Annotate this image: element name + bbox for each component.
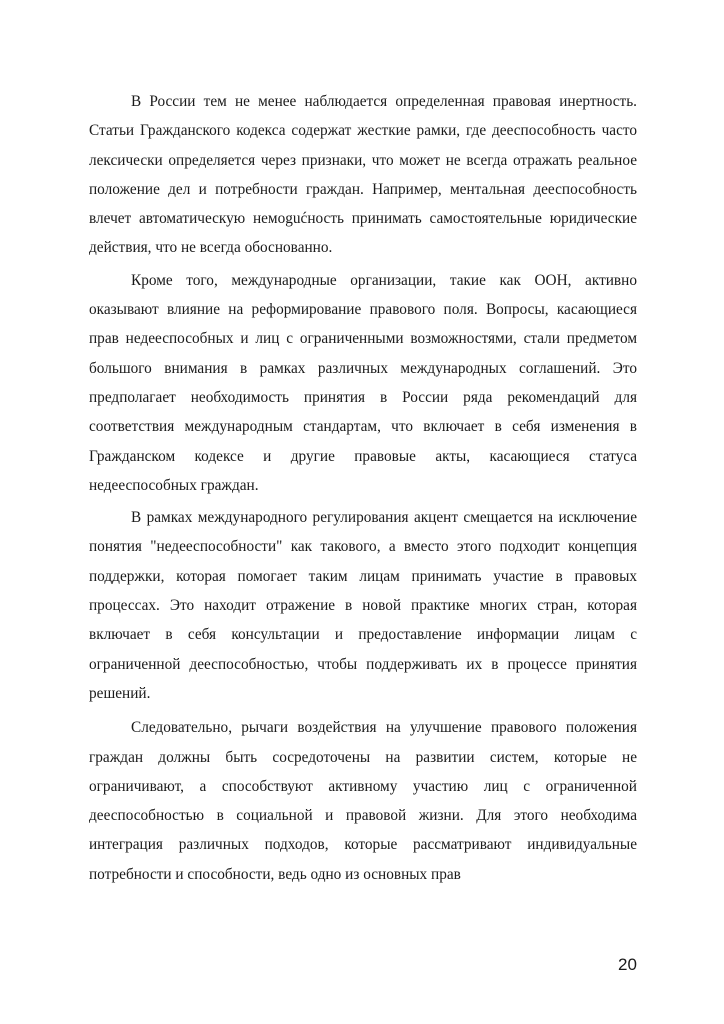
paragraph-3: В рамках международного регулирования акцент смещается на исключение понятия "недееспособности" как такового, а вместо этого подходит концепция поддержки, которая помогает таким лицам принимать участие в правовых процессах. Это находит отражение в новой практике многих стран, которая включает в себя консультации и предоставление информации лицам с ограниченной дееспособностью, чтобы поддерживать их в процессе принятия решений. [89,509,637,702]
page-number: 20 [618,955,637,974]
paragraph-1: В России тем не менее наблюдается определенная правовая инертность. Статьи Гражданского кодекса содержат жесткие рамки, где дееспособность часто лексически определяется через признаки, что может не всегда отражать реальное положение дел и потребности граждан. Например, ментальная дееспособность влечет автоматическую немоgućность принимать самостоятельные юридические действия, что не всегда обоснованно. [89,93,637,257]
document-body [89,87,637,889]
paragraph-2: Кроме того, международные организации, такие как ООН, активно оказывают влияние на реформирование правового поля. Вопросы, касающиеся прав недееспособных и лиц с ограниченными возможностями, стали предметом большого внимания в рамках различных международных соглашений. Это предполагает необходимость принятия в России ряда рекомендаций для соответствия международным стандартам, что включает в себя изменения в Гражданском кодексе и другие правовые акты, касающиеся статуса недееспособных граждан. [89,271,637,494]
paragraph-4: Следовательно, рычаги воздействия на улучшение правового положения граждан должны быть сосредоточены на развитии систем, которые не ограничивают, а способствуют активному участию лиц с ограниченной дееспособностью в социальной и правовой жизни. Для этого необходима интеграция различных подходов, которые рассматривают индивидуальные потребности и способности, ведь одно из основных прав [89,719,637,883]
